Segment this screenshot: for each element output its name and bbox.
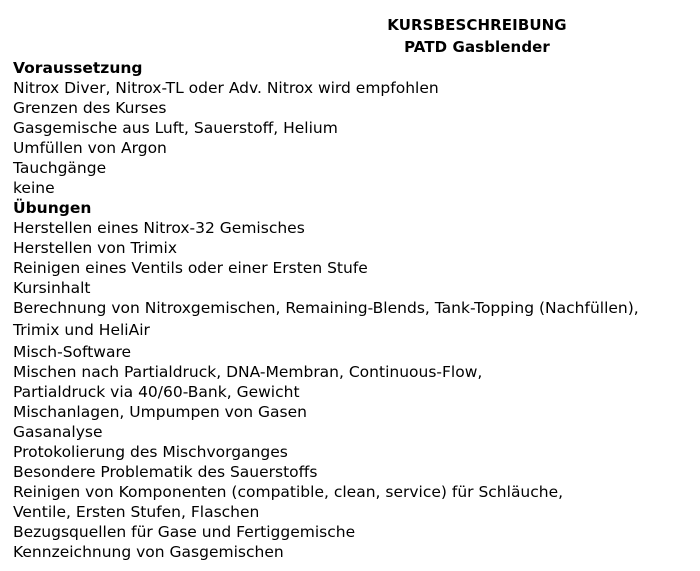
text-line: Kursinhalt (13, 279, 91, 297)
text-line: Nitrox Diver, Nitrox-TL oder Adv. Nitrox wird empfohlen (13, 79, 439, 97)
text-line: Gasanalyse (13, 423, 103, 441)
text-line: Misch-Software (13, 343, 132, 361)
text-line: Herstellen von Trimix (13, 239, 178, 257)
text-line: Umfüllen von Argon (13, 139, 167, 157)
text-line: Partialdruck via 40/60-Bank, Gewicht (13, 383, 300, 401)
title-line-2: PATD Gasblender (404, 38, 550, 56)
course-description-body (13, 58, 700, 562)
text-line: Trimix und HeliAir (13, 321, 150, 339)
text-line: Grenzen des Kurses (13, 99, 167, 117)
text-line: Ventile, Ersten Stufen, Flaschen (13, 503, 260, 521)
text-line: Gasgemische aus Luft, Sauerstoff, Helium (13, 119, 338, 137)
text-line: Mischen nach Partialdruck, DNA-Membran, Continuous-Flow, (13, 363, 483, 381)
section-heading-voraussetzung: Voraussetzung (13, 59, 143, 77)
text-line: Mischanlagen, Umpumpen von Gasen (13, 403, 307, 421)
text-line: Reinigen von Komponenten (compatible, clean, service) für Schläuche, (13, 483, 564, 501)
text-line: Bezugsquellen für Gase und Fertiggemische (13, 523, 356, 541)
text-line: Protokolierung des Mischvorganges (13, 443, 288, 461)
text-line: Berechnung von Nitroxgemischen, Remaining-Blends, Tank-Topping (Nachfüllen), (13, 299, 639, 317)
text-line: Herstellen eines Nitrox-32 Gemisches (13, 219, 305, 237)
text-line: Kennzeichnung von Gasgemischen (13, 543, 284, 561)
text-line: keine (13, 179, 55, 197)
text-line: Tauchgänge (13, 159, 107, 177)
document-title (0, 14, 700, 58)
text-line: Reinigen eines Ventils oder einer Ersten Stufe (13, 259, 368, 277)
title-line-1: KURSBESCHREIBUNG (387, 16, 567, 34)
section-heading-uebungen: Übungen (13, 199, 92, 217)
text-line: Besondere Problematik des Sauerstoffs (13, 463, 318, 481)
